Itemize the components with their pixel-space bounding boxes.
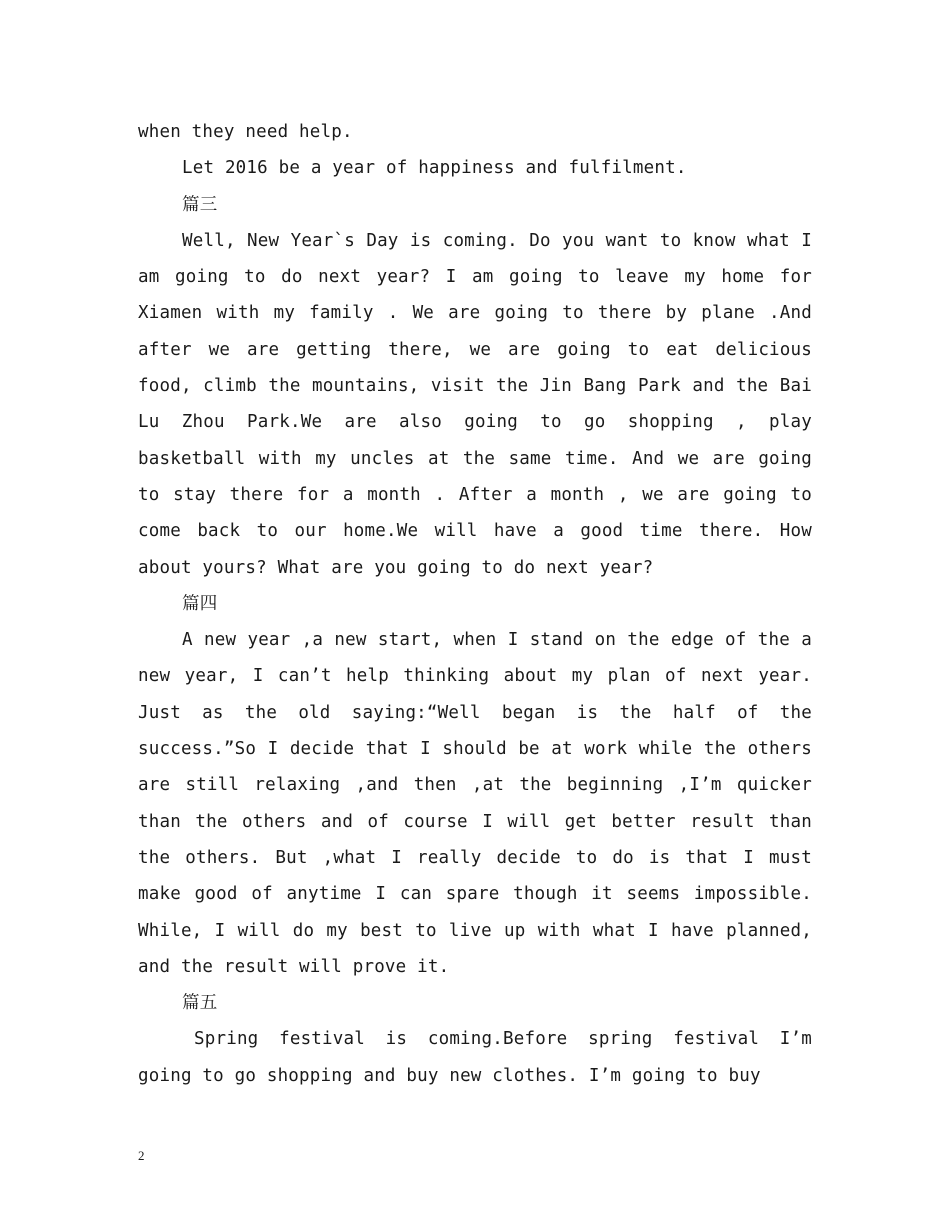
paragraph-section-5: Spring festival is coming.Before spring festival I’m going to go shopping and buy new clothes. I’m going to buy bbox=[138, 1029, 812, 1086]
section-heading-4: 篇四 bbox=[182, 593, 218, 614]
section-heading-3: 篇三 bbox=[182, 194, 218, 215]
page-number: 2 bbox=[138, 1148, 145, 1163]
paragraph-continuation: when they need help. bbox=[138, 122, 353, 142]
paragraph-section-4: A new year ,a new start, when I stand on the edge of the a new year, I can’t help thinking about my plan of next year. Just as the old saying:“Well began is the half of the success.”So I decide that I should be at work while the others are still relaxing ,and then ,at the beginning ,I’m quicker than the others and of course I will get better result than the others. But ,what I really decide to do is that I must make good of anytime I can spare though it seems impossible. While, I will do my best to live up with what I have planned, and the result will prove it. bbox=[138, 630, 812, 977]
paragraph-closing-line: Let 2016 be a year of happiness and fulfilment. bbox=[182, 158, 687, 179]
section-heading-5: 篇五 bbox=[182, 993, 218, 1014]
body-text bbox=[138, 114, 812, 1094]
paragraph-section-3: Well, New Year`s Day is coming. Do you want to know what I am going to do next year? I am going to leave my home for Xiamen with my family . We are going to there by plane .And after we are getting there, we are going to eat delicious food, climb the mountains, visit the Jin Bang Park and the Bai Lu Zhou Park.We are also going to go shopping , play basketball with my uncles at the same time. And we are going to stay there for a month . After a month , we are going to come back to our home.We will have a good time there. How about yours? What are you going to do next year? bbox=[138, 230, 812, 578]
